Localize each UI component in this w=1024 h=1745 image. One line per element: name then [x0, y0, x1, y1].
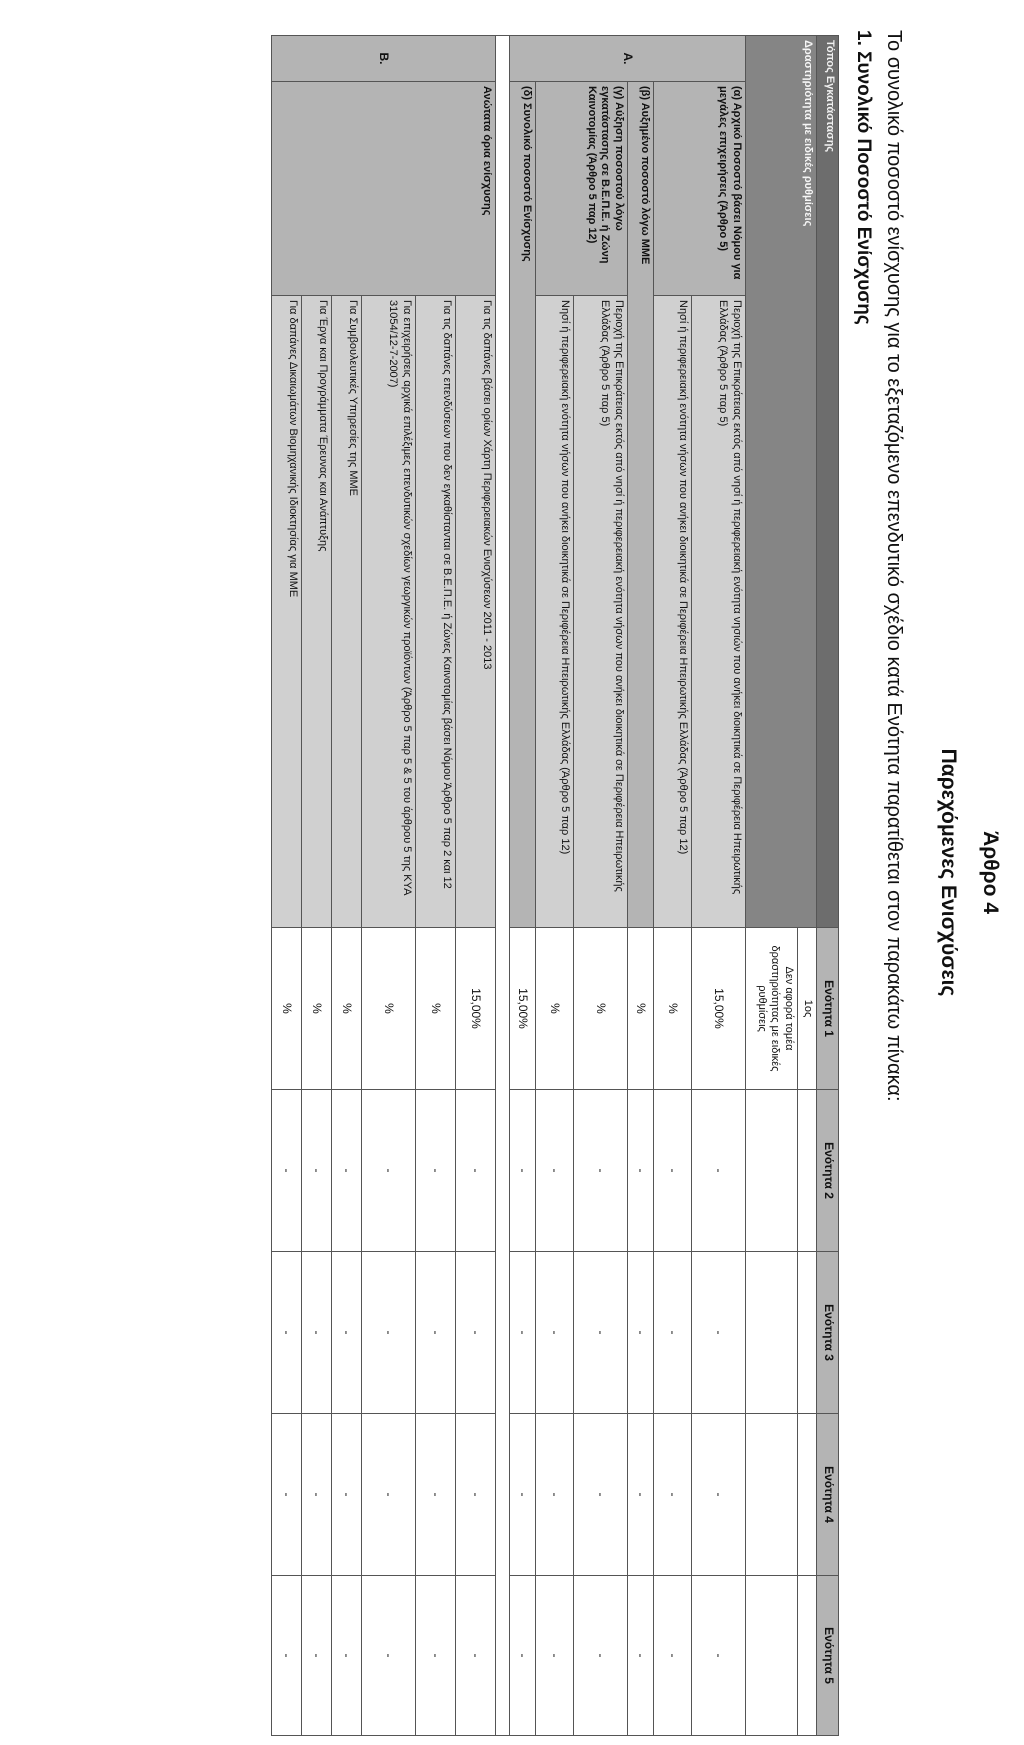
value-cell: %: [332, 928, 362, 1090]
value-cell: -: [536, 1252, 574, 1414]
row-description: Για Έργα και Προγράμματα Έρευνας και Ανάπτυξης: [302, 296, 332, 928]
value-cell: -: [510, 1414, 536, 1576]
value-cell: -: [654, 1576, 692, 1736]
value-cell: %: [628, 928, 654, 1090]
value-cell: -: [456, 1576, 496, 1736]
value-cell: -: [302, 1090, 332, 1252]
value-cell: -: [536, 1576, 574, 1736]
value-cell: -: [628, 1414, 654, 1576]
row-label: (α) Αρχικό Ποσοστό βάσει Νόμου για μεγάλες επιχειρήσεις (Άρθρο 5): [654, 82, 746, 296]
unit-header-1: Ενότητα 1: [817, 928, 839, 1090]
unit2-activity-note: [746, 1090, 798, 1252]
value-cell: -: [302, 1576, 332, 1736]
value-cell: -: [332, 1090, 362, 1252]
value-cell: -: [416, 1576, 456, 1736]
value-cell: -: [654, 1252, 692, 1414]
value-cell: -: [362, 1090, 416, 1252]
value-cell: -: [456, 1090, 496, 1252]
value-cell: -: [332, 1576, 362, 1736]
aid-percentage-table: [271, 35, 839, 1736]
value-cell: -: [416, 1414, 456, 1576]
value-cell: %: [574, 928, 628, 1090]
row-description: Για Συμβουλευτικές Υπηρεσίες της ΜΜΕ: [332, 296, 362, 928]
value-cell: -: [510, 1090, 536, 1252]
value-cell: -: [456, 1414, 496, 1576]
value-cell: -: [456, 1252, 496, 1414]
value-cell: -: [628, 1252, 654, 1414]
unit5-location: [798, 1576, 817, 1736]
row-description: Νησί ή περιφερειακή ενότητα νήσων που ανήκει διοικητικά σε Περιφέρεια Ηπειρωτικής Ελλάδας (Άρθρο 5 παρ 12): [654, 296, 692, 928]
value-cell: -: [272, 1252, 302, 1414]
unit1-location: 1ος: [798, 928, 817, 1090]
place-header: Τόπος Εγκατάστασης: [817, 36, 839, 928]
value-cell: -: [362, 1252, 416, 1414]
value-cell: %: [416, 928, 456, 1090]
value-cell: -: [332, 1252, 362, 1414]
value-cell: -: [574, 1414, 628, 1576]
value-cell: -: [510, 1576, 536, 1736]
value-cell: %: [654, 928, 692, 1090]
section-b-letter: Β.: [272, 36, 496, 82]
value-cell: -: [574, 1576, 628, 1736]
unit3-activity-note: [746, 1252, 798, 1414]
unit1-activity-note: Δεν αφορά τομέα δραστηριότητας με ειδικές ρυθμίσεις: [746, 928, 798, 1090]
row-label: (δ) Συνολικό ποσοστό Ενίσχυσης: [510, 82, 536, 928]
value-cell: -: [272, 1090, 302, 1252]
section-spacer: [496, 36, 510, 1736]
value-cell: -: [302, 1414, 332, 1576]
unit2-location: [798, 1090, 817, 1252]
value-cell: -: [272, 1576, 302, 1736]
value-cell: -: [692, 1252, 746, 1414]
value-cell: -: [416, 1090, 456, 1252]
value-cell: -: [510, 1252, 536, 1414]
value-cell: %: [536, 928, 574, 1090]
value-cell: 15,00%: [510, 928, 536, 1090]
unit4-activity-note: [746, 1414, 798, 1576]
row-label: (γ) Αύξηση ποσοστού λόγω εγκατάστασης σε Β.Ε.Π.Ε. ή Ζώνη Καινοτομίας (Άρθρο 5 παρ 12): [536, 82, 628, 296]
row-description: Περιοχή της Επικράτειας εκτός από νησί ή περιφερειακή ενότητα νήσων που ανήκει διοικητικά σε Περιφέρεια Ηπειρωτικής Ελλάδας (Άρθρο 5 παρ 5): [574, 296, 628, 928]
unit-header-3: Ενότητα 3: [817, 1252, 839, 1414]
value-cell: -: [692, 1090, 746, 1252]
row-label: (β) Αυξημένο ποσοστό λόγω ΜΜΕ: [628, 82, 654, 928]
unit4-location: [798, 1414, 817, 1576]
value-cell: 15,00%: [692, 928, 746, 1090]
value-cell: -: [654, 1414, 692, 1576]
row-description: Νησί ή περιφερειακή ενότητα νήσων που ανήκει διοικητικά σε Περιφέρεια Ηπειρωτικής Ελλάδας (Άρθρο 5 παρ 12): [536, 296, 574, 928]
value-cell: -: [536, 1090, 574, 1252]
value-cell: -: [574, 1090, 628, 1252]
value-cell: -: [574, 1252, 628, 1414]
article-subtitle: Παρεχόμενες Ενισχύσεις: [937, 748, 960, 997]
intro-paragraph: Το συνολικό ποσοστό ενίσχυσης για το εξεταζόμενο επενδυτικό σχέδιο κατά Ενότητα παρατίθεται στον παρακάτω πίνακα:: [883, 30, 905, 1102]
value-cell: -: [628, 1576, 654, 1736]
value-cell: 15,00%: [456, 928, 496, 1090]
row-description: Για τις δαπάνες επενδύσεων που δεν εγκαθίστανται σε Β.Ε.Π.Ε. ή Ζώνες Καινοτομίας βάσει Νόμου Άρθρο 5 παρ 2 και 12: [416, 296, 456, 928]
row-description: Για επιχειρήσεις αρχικά επιλέξιμες επενδυτικών σχεδίων γεωργικών προϊόντων (Άρθρο 5 παρ 5 & 5 του άρθρου 5 της ΚΥΑ 31054/12-7-2007): [362, 296, 416, 928]
value-cell: -: [302, 1252, 332, 1414]
row-description: Για τις δαπάνες βάσει ορίων Χάρτη Περιφερειακών Ενισχύσεων 2011 - 2013: [456, 296, 496, 928]
value-cell: -: [692, 1414, 746, 1576]
section-heading: 1. Συνολικό Ποσοστό Ενίσχυσης: [853, 30, 874, 325]
unit-header-5: Ενότητα 5: [817, 1576, 839, 1736]
value-cell: -: [692, 1576, 746, 1736]
section-b-label: Ανώτατα όρια ενίσχυσης: [272, 82, 496, 296]
value-cell: %: [302, 928, 332, 1090]
value-cell: -: [536, 1414, 574, 1576]
value-cell: -: [628, 1090, 654, 1252]
value-cell: -: [272, 1414, 302, 1576]
value-cell: -: [362, 1576, 416, 1736]
unit-header-4: Ενότητα 4: [817, 1414, 839, 1576]
value-cell: -: [362, 1414, 416, 1576]
section-a-letter: Α.: [510, 36, 746, 82]
row-description: Περιοχή της Επικράτειας εκτός από νησί ή περιφερειακή ενότητα νησιών που ανήκει διοικητικά σε Περιφέρεια Ηπειρωτικής Ελλάδας (Άρθρο 5 παρ 5): [692, 296, 746, 928]
value-cell: %: [272, 928, 302, 1090]
unit5-activity-note: [746, 1576, 798, 1736]
value-cell: -: [654, 1090, 692, 1252]
row-description: Για δαπάνες Δικαιωμάτων Βιομηχανικής Ιδιοκτησίας για ΜΜΕ: [272, 296, 302, 928]
article-title: Άρθρο 4: [979, 831, 1002, 914]
activity-header: Δραστηριότητα με ειδικές ρυθμίσεις: [746, 36, 817, 928]
value-cell: -: [416, 1252, 456, 1414]
value-cell: -: [332, 1414, 362, 1576]
unit3-location: [798, 1252, 817, 1414]
value-cell: %: [362, 928, 416, 1090]
unit-header-2: Ενότητα 2: [817, 1090, 839, 1252]
